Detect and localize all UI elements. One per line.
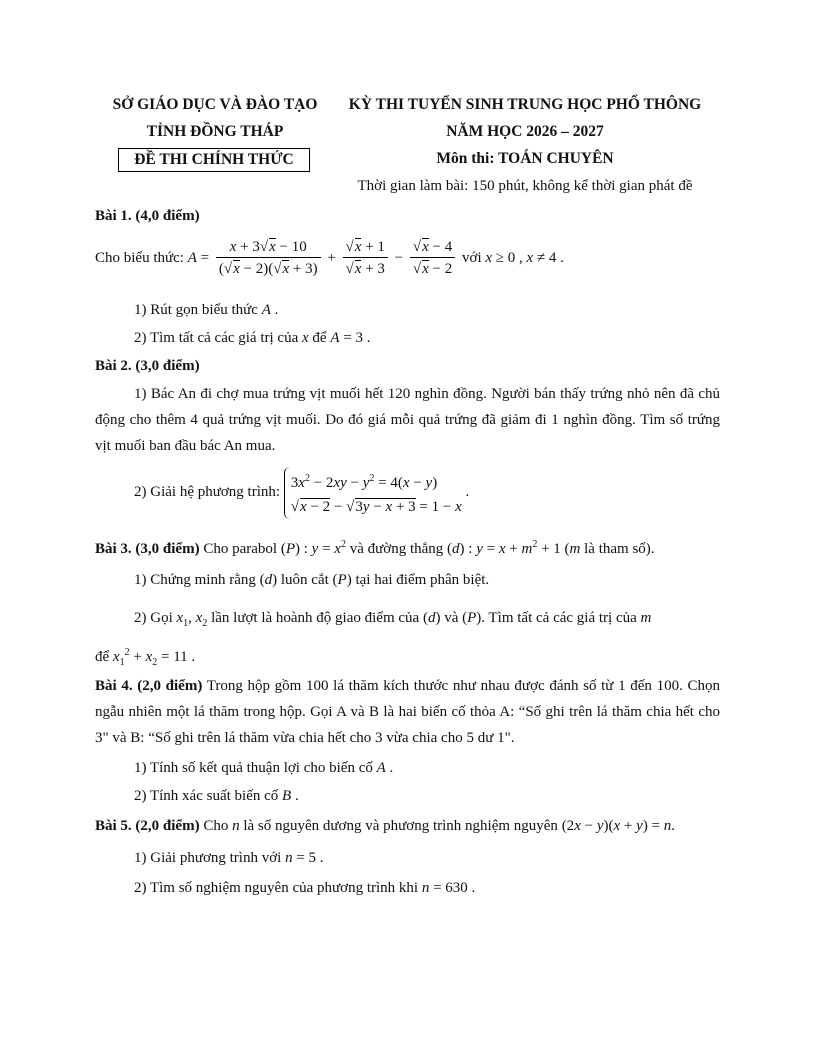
official-exam-stamp: ĐỀ THI CHÍNH THỨC — [118, 148, 310, 172]
bai4-q1: 1) Tính số kết quả thuận lợi cho biến cố A . — [134, 760, 394, 776]
bai3-q2: 2) Gọi $x_1$, $x_2$ lần lượt là hoành độ giao điểm của (d) và (P). Tìm tất cả các giá trị của m — [134, 610, 652, 629]
bai3-q1: 1) Chứng minh rằng (d) luôn cắt (P) tại hai điểm phân biệt. — [134, 572, 490, 588]
bai5-q1: 1) Giải phương trình với n = 5 . — [134, 850, 324, 866]
bai2-q2: 2) Giải hệ phương trình: $3x^2 - 2xy - y^2 = 4(x - y)$ √x − 2 − √3y − x + 3 = 1 − x . — [134, 466, 469, 519]
bai4-q2: 2) Tính xác suất biến cố B . — [134, 788, 299, 804]
exam-time: Thời gian làm bài: 150 phút, không kể thời gian phát đề — [357, 178, 693, 194]
bai2-q1: 1) Bác An đi chợ mua trứng vịt muối hết 120 nghìn đồng. Người bán thấy trứng nhỏ nên đã chủ động cho thêm 4 quả trứng vịt muối. Do đó giá mỗi quả trứng đã giảm đi 1 nghìn đồng. Tìm số trứng vịt muối ban đầu bác An mua. — [95, 386, 720, 454]
bai1-q1: 1) Rút gọn biểu thức A . — [134, 302, 279, 318]
bai4-text: Bài 4. (2,0 điểm) Trong hộp gồm 100 lá thăm kích thước như nhau được đánh số từ 1 đến 100. Chọn ngẫu nhiên một lá thăm trong hộp. Gọi A và B là hai biến cố thỏa A: “Số ghi trên lá thăm chia hết cho 3" và B: “Số ghi trên lá thăm vừa chia hết cho 3 vừa chia cho 5 dư 1". — [95, 678, 720, 746]
bai3-q2-cond: để $x_1^2 + x_2 = 11$ . — [95, 647, 196, 668]
school-year: NĂM HỌC 2026 – 2027 — [446, 123, 604, 140]
bai5-intro: Bài 5. (2,0 điểm) Cho n là số nguyên dương và phương trình nghiệm nguyên (2x − y)(x + y) = n. — [95, 818, 676, 834]
bai1-title: Bài 1. (4,0 điểm) — [95, 208, 200, 224]
department-name: SỞ GIÁO DỤC VÀ ĐÀO TẠO — [112, 96, 318, 113]
province-name: TỈNH ĐỒNG THÁP — [146, 123, 284, 140]
bai2-title: Bài 2. (3,0 điểm) — [95, 358, 200, 374]
bai1-q2: 2) Tìm tất cả các giá trị của x để A = 3 . — [134, 330, 371, 346]
exam-subject: Môn thi: TOÁN CHUYÊN — [436, 150, 614, 167]
bai5-q2: 2) Tìm số nghiệm nguyên của phương trình khi n = 630 . — [134, 880, 476, 896]
bai1-expression: Cho biểu thức: A = $\frac{x + 3√x - 10}{(√x - 2)(√x + 3)}$ + $\frac{√x + 1}{√x + 3}$ − $\frac{√x - 4}{√x - 2}$ với x ≥ 0 , x ≠ 4 . — [95, 239, 564, 278]
exam-title: KỲ THI TUYỂN SINH TRUNG HỌC PHỔ THÔNG — [348, 96, 702, 113]
bai3-intro: Bài 3. (3,0 điểm) Cho parabol (P) : $y = x^2$ và đường thẳng (d) : $y = x + m^2 + 1$ (m là tham số). — [95, 539, 655, 557]
